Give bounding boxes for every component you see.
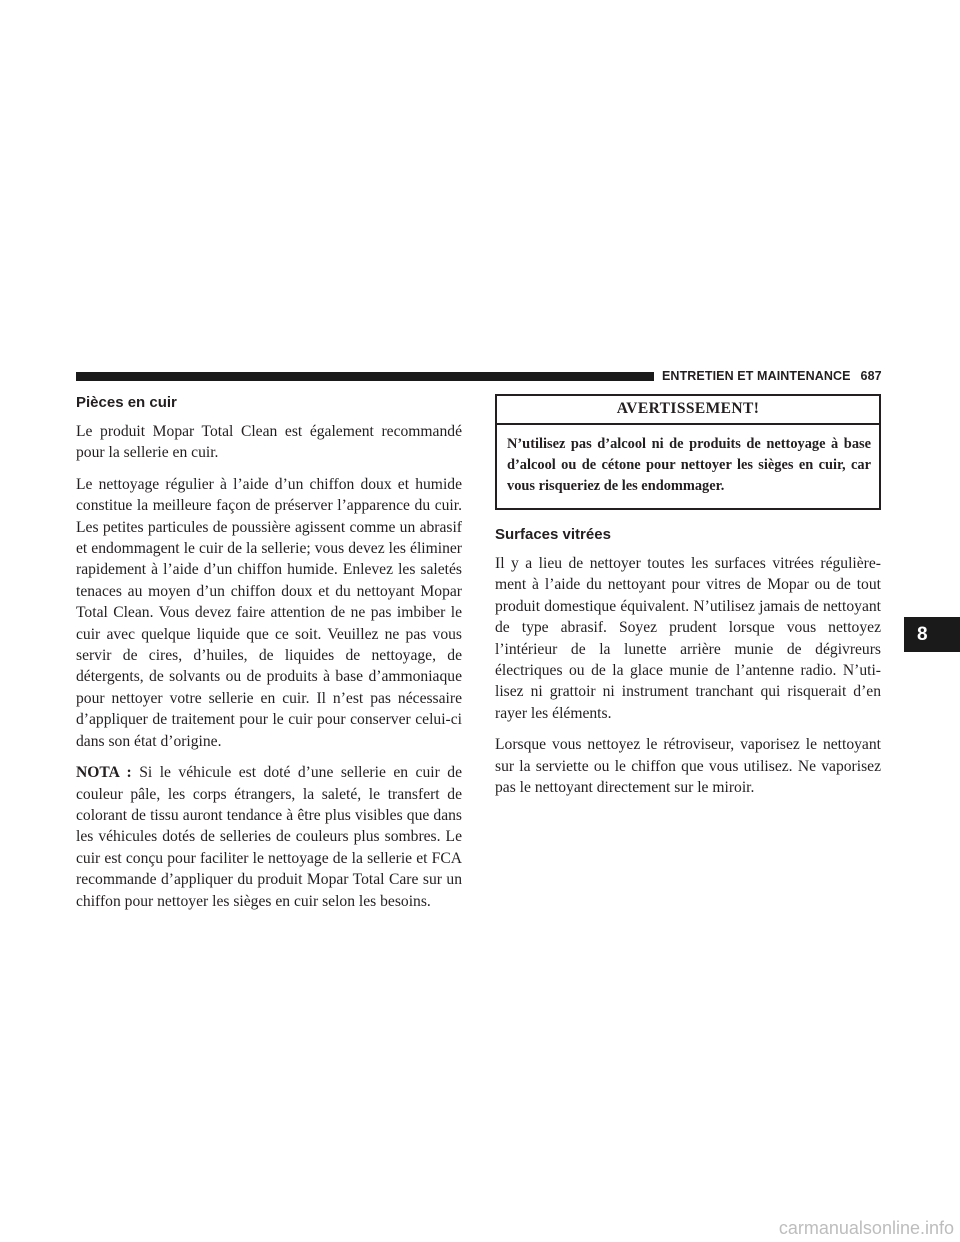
left-column: [76, 394, 462, 922]
section-title: ENTRETIEN ET MAINTENANCE: [662, 369, 851, 383]
chapter-tab: 8: [904, 617, 960, 652]
section-heading-leather: Pièces en cuir: [76, 394, 177, 411]
warning-box: [495, 394, 881, 510]
note-text: Si le véhicule est doté d’une sellerie en cuir de couleur pâle, les corps étrangers, la saleté, le transfert de colorant de tissu auront tendance à être plus visibles que dans les véhicules dotés de selleries de couleurs plus sombres. Le cuir est conçu pour faciliter le nettoyage de la sellerie et FCA recommande d’appliquer du produit Mopar Total Care sur un chiffon pour nettoyer les sièges en cuir selon les besoins.: [76, 764, 462, 910]
paragraph: Le nettoyage régulier à l’aide d’un chiffon doux et humide constitue la meilleure façon de préserver l’apparence du cuir. Les petites particules de poussière agissent comme un abrasif et endommagent le cuir de la sellerie; vous devez les éliminer rapidement à l’aide d’un chiffon humide. Enlevez les saletés tenaces au moyen d’un chiffon doux et du nettoyant Mopar Total Clean. Vous devez faire attention de ne pas imbiber le cuir avec quelque liquide que ce soit. Veuillez ne pas vous servir de cires, d’huiles, de liquides de nettoyage, de détergents, de solvants ou de produits à base d’ammoniaque pour nettoyer votre sellerie en cuir. Il n’est pas nécessaire d’appliquer de traitement pour le cuir pour conserver celui-ci dans son état d’origine.: [76, 475, 462, 750]
note-paragraph: [76, 762, 462, 912]
warning-text: N’utilisez pas d’alcool ni de produits de nettoyage à base d’alcool ou de cétone pour nettoyer les sièges en cuir, car vous risqueriez de les endommager.: [507, 436, 871, 494]
paragraph: Le produit Mopar Total Clean est également recommandé pour la sellerie en cuir.: [76, 423, 462, 462]
warning-title: AVERTISSEMENT!: [497, 396, 879, 425]
section-heading-glass: Surfaces vitrées: [495, 526, 611, 543]
page-number: 687: [860, 369, 882, 383]
paragraph: Lorsque vous nettoyez le rétroviseur, vaporisez le nettoyant sur la serviette ou le chiffon que vous utilisez. Ne vaporisez pas le nettoyant directement sur le miroir.: [495, 736, 881, 797]
paragraph: Il y a lieu de nettoyer toutes les surfaces vitrées régulièrement à l’aide du nettoyant pour vitres de Mopar ou de tout produit domestique équivalent. N’utilisez jamais de nettoyant de type abrasif. Soyez prudent lorsque vous nettoyez l’intérieur de la lunette arrière munie de dégivreurs électriques ou de la glace munie de l’antenne radio. N’utilisez ni grattoir ni instrument tranchant qui risquerait d’en rayer les éléments.: [495, 555, 881, 722]
right-column: [495, 394, 881, 808]
header-rule: [76, 372, 654, 381]
watermark-text: carmanualsonline.info: [778, 1218, 954, 1238]
note-label: NOTA :: [76, 764, 132, 782]
running-header: [662, 369, 882, 383]
